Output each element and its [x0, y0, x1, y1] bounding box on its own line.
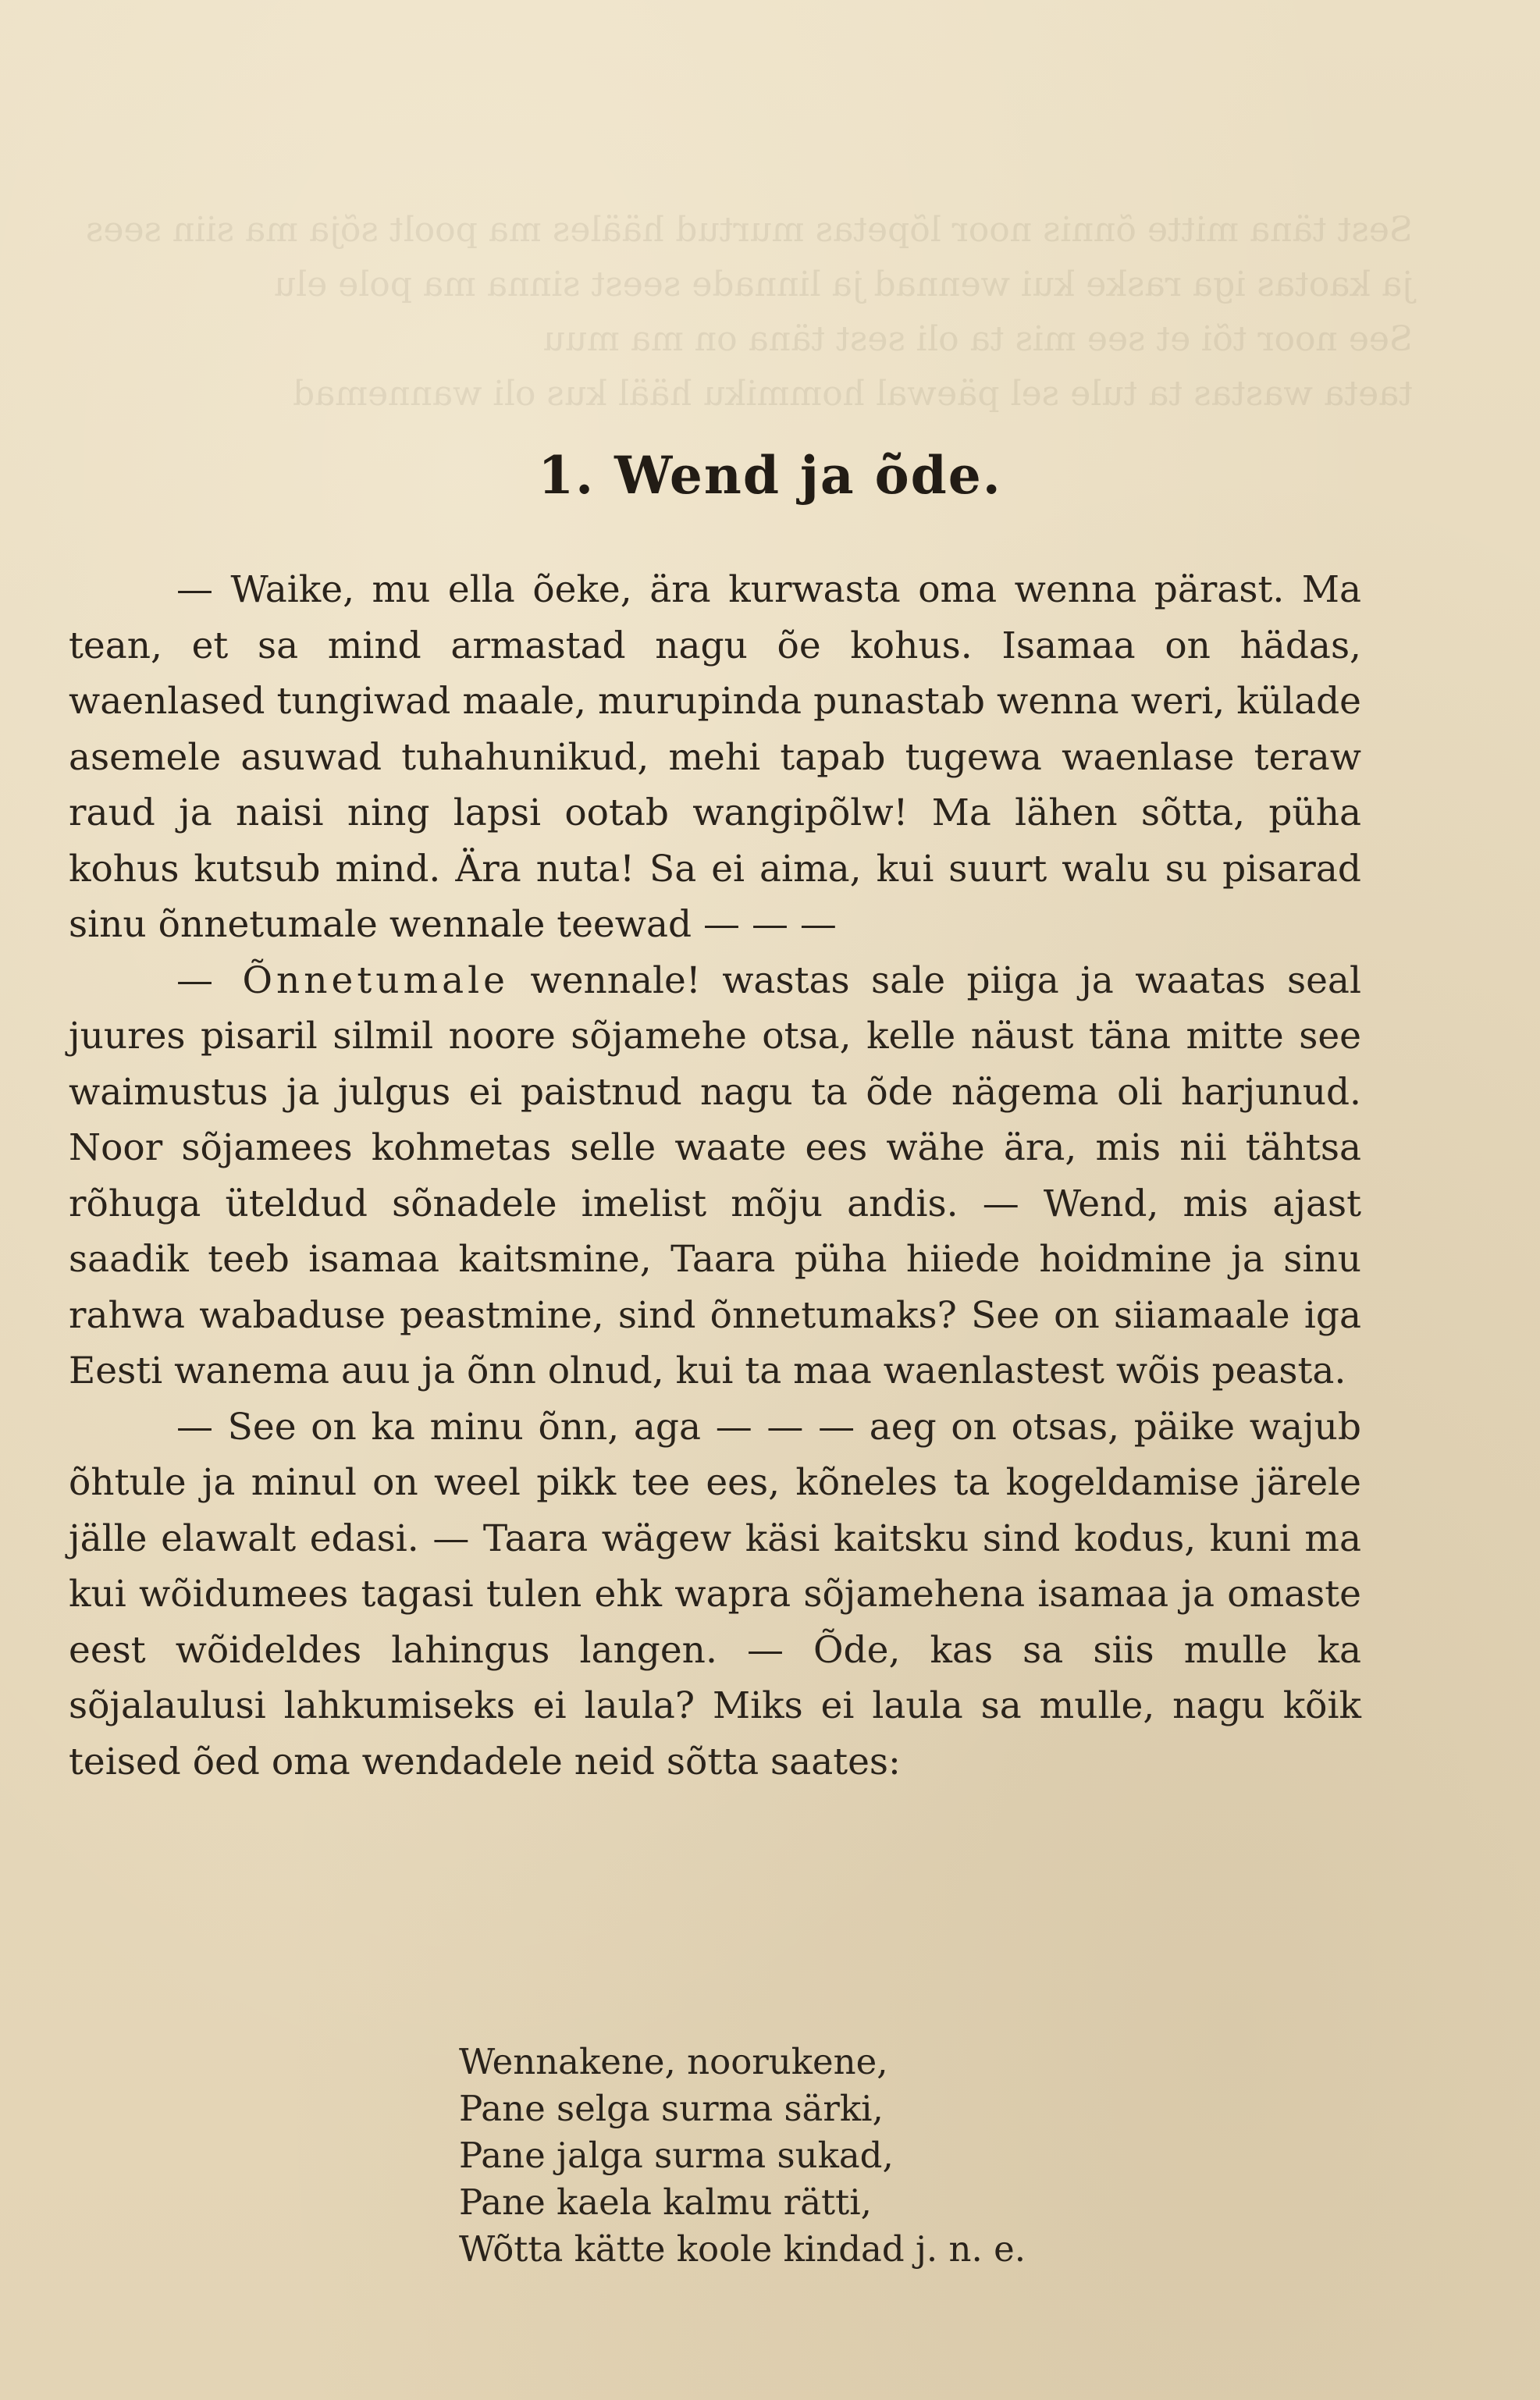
- verse-line: Pane kaela kalmu rätti,: [459, 2181, 872, 2223]
- paragraph-1: — Waike, mu ella õeke, ära kurwasta oma wenna pärast. Ma tean, et sa mind armastad nagu õe kohus. Isamaa on hädas, waenlased tungiwad maale, murupinda punastab wenna weri, külade asemele asuwad tuhahunikud, mehi tapab tugewa waenlase teraw raud ja naisi ning lapsi ootab wangipõlw! Ma lähen sõtta, püha kohus kutsub mind. Ära nuta! Sa ei aima, kui suurt walu su pisarad sinu õnnetumale wennale teewad — — —: [69, 568, 1361, 946]
- verse-line: Wennakene, noorukene,: [459, 2041, 888, 2082]
- emphasized-phrase: — Õnnetumale: [176, 958, 509, 1002]
- paragraph-3: — See on ka minu õnn, aga — — — aeg on otsas, päike wajub õhtule ja minul on weel pikk tee ees, kõneles ta kogeldamise järele jälle elawalt edasi. — Taara wägew käsi kaitsku sind kodus, kuni ma kui wõidumees tagasi tulen ehk wapra sõjamehena isamaa ja omaste eest wõideldes lahingus langen. — Õde, kas sa siis mulle ka sõjalaulusi lahkumiseks ei laula? Miks ei laula sa mulle, nagu kõik teised õed oma wendadele neid sõtta saates:: [69, 1405, 1361, 1783]
- paragraph-2: [69, 953, 1361, 1399]
- verse-line: Pane selga surma särki,: [459, 2088, 884, 2129]
- verse-block: [459, 2039, 1026, 2273]
- paragraph-2-text: wennale! wastas sale piiga ja waatas seal juures pisaril silmil noore sõjamehe otsa, kelle näust täna mitte see waimustus ja julgus ei paistnud nagu ta õde nägema oli harjunud. Noor sõjamees kohmetas selle waate ees wähe ära, mis nii tähtsa rõhuga üteldud sõnadele imelist mõju andis. — Wend, mis ajast saadik teeb isamaa kaitsmine, Taara püha hiiede hoidmine ja sinu rahwa wabaduse peastmine, sind õnnetumaks? See on siiamaale iga Eesti wanema auu ja õnn olnud, kui ta maa waenlastest wõis peasta.: [69, 958, 1361, 1392]
- chapter-title: 1. Wend ja õde.: [538, 445, 1002, 506]
- verse-line: Pane jalga surma sukad,: [459, 2135, 894, 2176]
- bleed-through-text: Sest täna mitte õnnis noor lõpetas murtud hääles ma poolt sõja ma siin sees ja kaotas iga raske kui wennad ja linnade seest sinna ma pole elu See noor tõi et see mis ta oli sest täna on ma muu taeta wastas ta tule sel päewal hommiku hääl kus oli wannemad: [85, 210, 1413, 414]
- main-text: [69, 562, 1361, 1790]
- verse-line: Wõtta kätte koole kindad j. n. e.: [459, 2228, 1026, 2270]
